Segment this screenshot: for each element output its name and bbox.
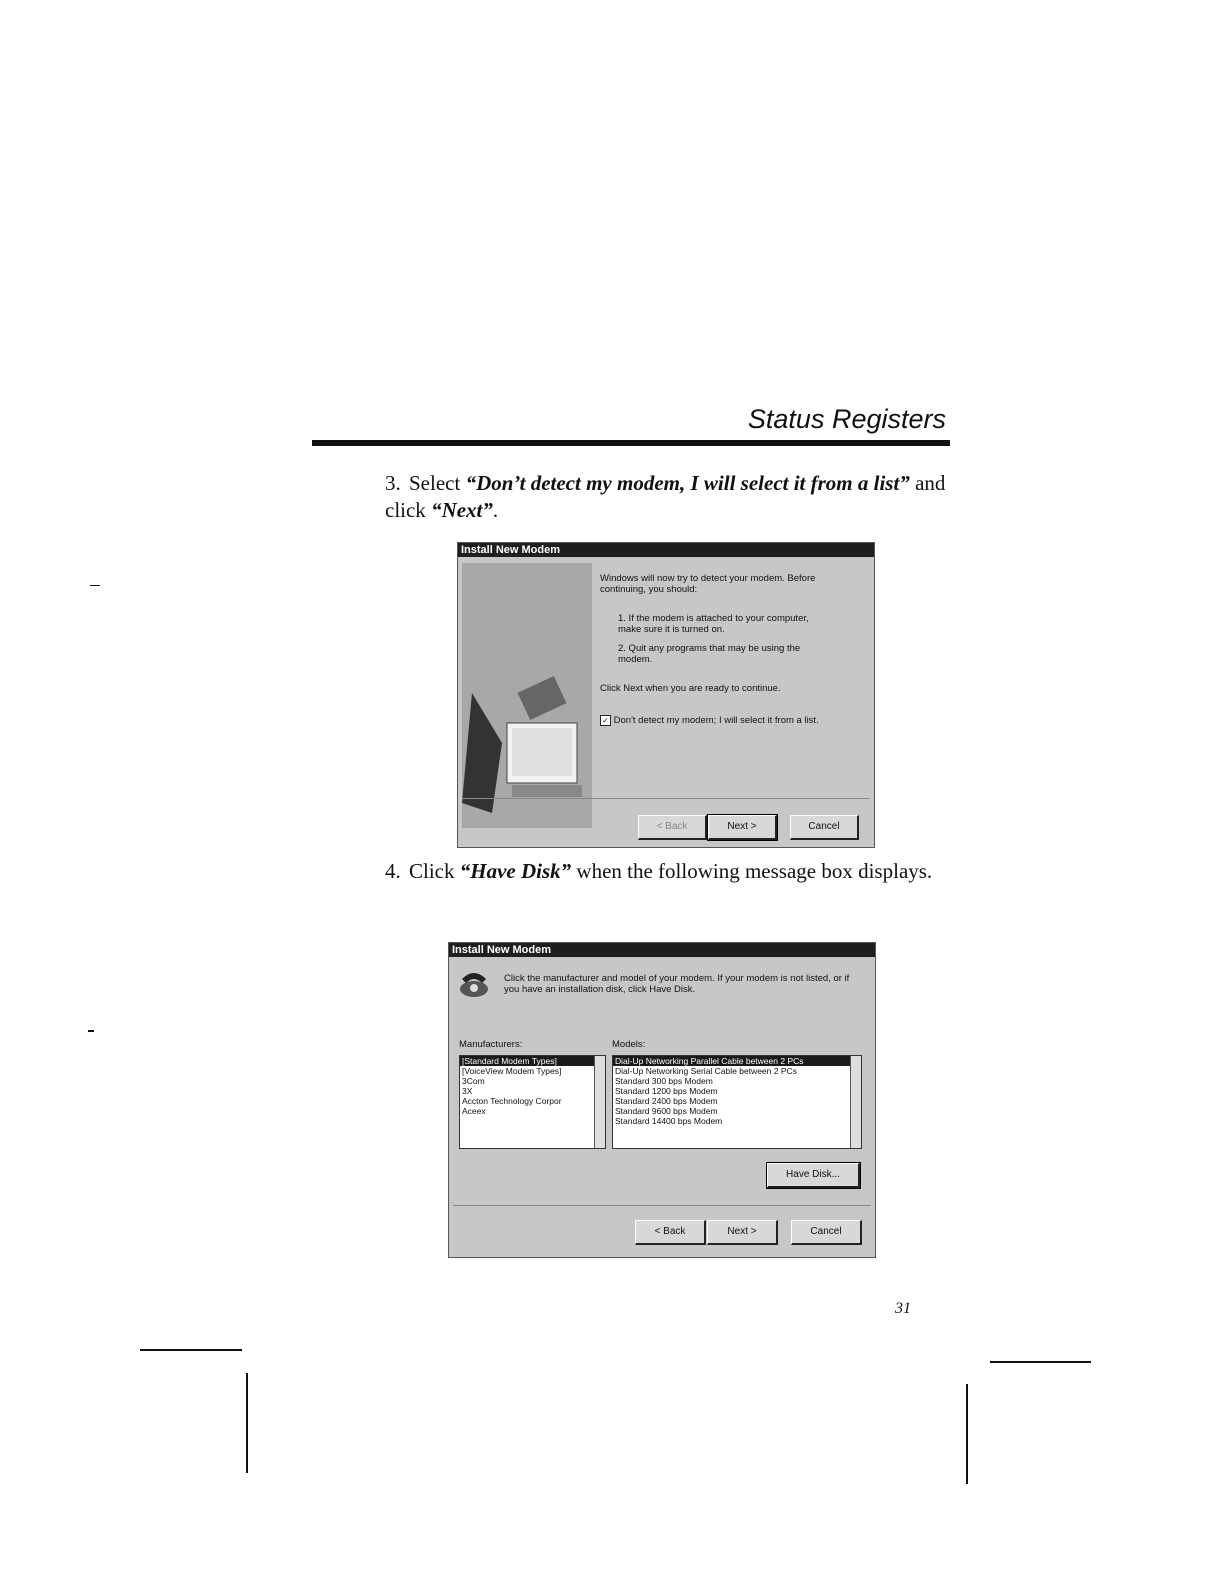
- crop-mark: [990, 1361, 1091, 1363]
- back-button[interactable]: < Back: [638, 815, 707, 840]
- crop-mark: [246, 1373, 248, 1473]
- page-header-title: Status Registers: [747, 404, 946, 434]
- crop-mark: [966, 1384, 968, 1484]
- dialog-1-titlebar: Install New Modem: [458, 543, 874, 557]
- crop-mark: [140, 1349, 242, 1351]
- next-button[interactable]: Next >: [708, 815, 777, 840]
- model-item[interactable]: Standard 1200 bps Modem: [615, 1086, 718, 1096]
- manufacturer-item[interactable]: 3X: [462, 1086, 473, 1096]
- have-disk-button[interactable]: Have Disk...: [767, 1163, 860, 1188]
- wizard-illustration: [462, 563, 592, 828]
- step-3-next-quote: “Next”: [431, 498, 493, 522]
- dialog-1-intro: Windows will now try to detect your modem. Before continuing, you should:: [600, 573, 816, 595]
- manufacturer-item[interactable]: Aceex: [462, 1106, 486, 1116]
- models-label: Models:: [612, 1039, 646, 1050]
- step-4-number: 4.: [385, 859, 401, 883]
- dialog-2-separator: [453, 1205, 871, 1206]
- models-scrollbar[interactable]: [850, 1056, 861, 1148]
- model-item[interactable]: Standard 14400 bps Modem: [615, 1116, 723, 1126]
- step-3: [385, 470, 955, 524]
- model-item[interactable]: Standard 2400 bps Modem: [615, 1096, 718, 1106]
- install-modem-dialog-1: [457, 542, 875, 848]
- cancel-button[interactable]: Cancel: [791, 1220, 862, 1245]
- manufacturers-listbox[interactable]: [459, 1055, 606, 1149]
- dialog-1-item-1: 1. If the modem is attached to your computer, make sure it is turned on.: [618, 613, 809, 635]
- crop-mark: [90, 585, 100, 586]
- page-number: 31: [895, 1300, 911, 1317]
- step-4-quote: “Have Disk”: [459, 859, 572, 883]
- manufacturers-label: Manufacturers:: [459, 1039, 523, 1050]
- step-3-number: 3.: [385, 471, 401, 495]
- dialog-1-separator: [462, 798, 870, 799]
- dont-detect-checkbox-label: Don't detect my modem; I will select it from a list.: [613, 715, 819, 727]
- crop-mark: [88, 1030, 94, 1032]
- model-item[interactable]: Dial-Up Networking Parallel Cable between 2 PCs: [613, 1056, 861, 1066]
- manufacturer-item[interactable]: [VoiceView Modem Types]: [462, 1066, 562, 1076]
- manufacturer-item[interactable]: Accton Technology Corpor: [462, 1096, 562, 1106]
- header-rule: [312, 440, 950, 446]
- back-button[interactable]: < Back: [635, 1220, 706, 1245]
- step-3-quote: “Don’t detect my modem, I will select it from a list”: [465, 471, 910, 495]
- step-3-prefix: Select: [409, 471, 466, 495]
- step-3-middle: and click: [385, 471, 946, 522]
- step-4: [385, 858, 955, 885]
- dont-detect-checkbox-row[interactable]: [600, 715, 870, 726]
- models-listbox[interactable]: [612, 1055, 862, 1149]
- next-button[interactable]: Next >: [707, 1220, 778, 1245]
- dialog-1-item-2: 2. Quit any programs that may be using the modem.: [618, 643, 801, 665]
- modem-computer-illustration-icon: [462, 563, 592, 828]
- telephone-icon: [457, 965, 491, 999]
- manufacturers-scrollbar[interactable]: [594, 1056, 605, 1148]
- model-item[interactable]: Dial-Up Networking Serial Cable between 2 PCs: [615, 1066, 797, 1076]
- dont-detect-checkbox[interactable]: ✓: [600, 715, 611, 726]
- cancel-button[interactable]: Cancel: [790, 815, 859, 840]
- manufacturer-item[interactable]: 3Com: [462, 1076, 485, 1086]
- step-4-suffix: when the following message box displays.: [571, 859, 933, 883]
- model-item[interactable]: Standard 300 bps Modem: [615, 1076, 713, 1086]
- model-item[interactable]: Standard 9600 bps Modem: [615, 1106, 718, 1116]
- step-4-prefix: Click: [409, 859, 460, 883]
- dialog-2-titlebar: Install New Modem: [449, 943, 875, 957]
- step-3-suffix: .: [492, 498, 499, 522]
- dialog-2-instructions: Click the manufacturer and model of your modem. If your modem is not listed, or if you have an installation disk, click Have Disk.: [504, 973, 850, 995]
- install-modem-dialog-2: [448, 942, 876, 1258]
- dialog-1-click-next: Click Next when you are ready to continue.: [600, 683, 781, 694]
- manufacturer-item[interactable]: [Standard Modem Types]: [460, 1056, 605, 1066]
